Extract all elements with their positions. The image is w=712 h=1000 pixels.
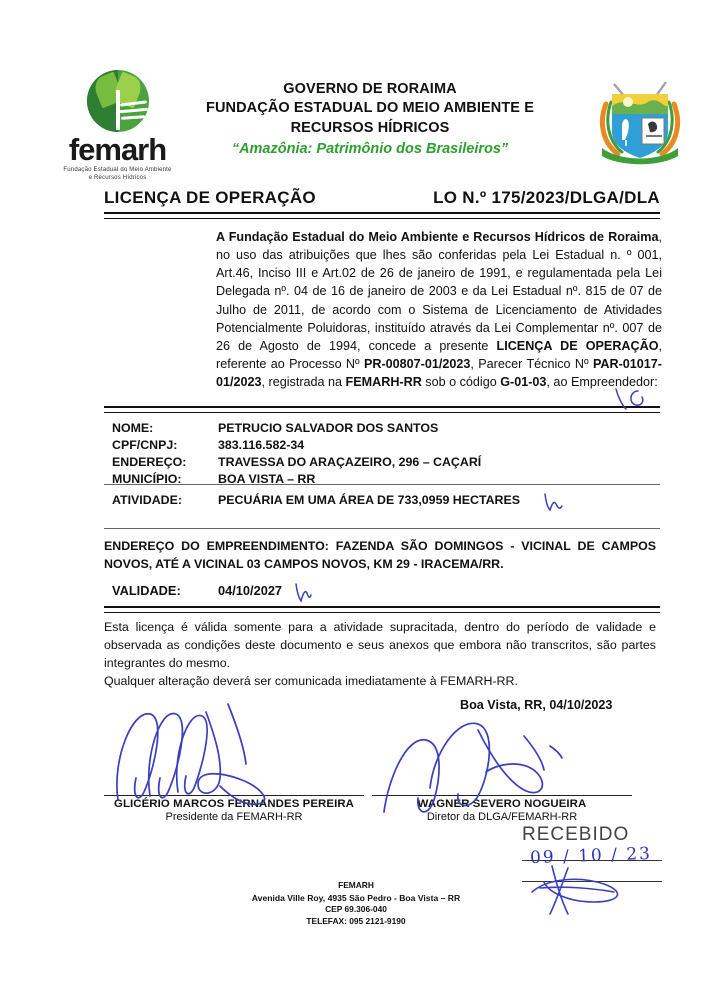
detail-value-cpf: 383.116.582-34 [218, 437, 305, 452]
signature-line [104, 795, 364, 796]
closing-text [104, 618, 656, 690]
activity-value: PECUÁRIA EM UMA ÁREA DE 733,0959 HECTARES [218, 493, 521, 507]
preamble-text-5: sob o código [421, 375, 501, 389]
detail-label-cpf: CPF/CNPJ: [112, 437, 178, 452]
validity-label: VALIDADE: [112, 583, 181, 598]
detail-label-municipio: MUNICÍPIO: [112, 471, 182, 486]
roraima-coat-of-arms-icon [592, 70, 688, 168]
femarh-logo-subtitle [45, 167, 190, 182]
detail-label-endereco: ENDEREÇO: [112, 454, 187, 469]
preamble-text-3: , Parecer Técnico Nº [470, 356, 593, 371]
preamble-opinion: PAR-01017-01/2023 [216, 356, 662, 389]
signatory-role-president: Presidente da FEMARH-RR [165, 811, 303, 823]
closing-paragraph: Esta licença é válida somente para a atividade supracitada, dentro do período de validade e observada as condições deste documento e seus anexos que embora não transcritos, são partes integrantes do mesmo. [104, 620, 656, 671]
rule-above-details [104, 406, 660, 413]
preamble-text-4: , registrada na [261, 375, 346, 389]
detail-value-municipio: BOA VISTA – RR [218, 471, 316, 486]
preamble-text-6: , ao Empreendedor: [546, 375, 658, 389]
preamble-agency: FEMARH-RR [345, 375, 422, 389]
validity-value: 04/10/2027 [218, 583, 283, 598]
document-header [0, 62, 712, 181]
city-date: Boa Vista, RR, 04/10/2023 [460, 698, 613, 712]
femarh-logo-subtitle-line1: Fundação Estadual do Meio Ambiente [63, 167, 172, 173]
activity-row [112, 493, 652, 507]
preamble-org: A Fundação Estadual do Meio Ambiente e Recursos Hídricos de Roraima [216, 230, 659, 244]
rule-under-title [104, 212, 660, 219]
signatory-name-director: WAGNER SEVERO NOGUEIRA [417, 798, 587, 810]
detail-row-endereco [112, 454, 652, 471]
recebido-stamp-date: 09 / 10 / 23 [529, 843, 653, 869]
footer-telefax: TELEFAX: 095 2121-9190 [306, 916, 406, 927]
header-title-line3: RECURSOS HÍDRICOS [290, 119, 450, 136]
header-title-line1: GOVERNO DE RORAIMA [283, 81, 457, 97]
femarh-logo [45, 70, 190, 182]
recebido-stamp-label: RECEBIDO [522, 824, 630, 845]
footer-address: Avenida Ville Roy, 4935 São Pedro - Boa Vista – RR [251, 892, 461, 903]
preamble-code: G-01-03 [500, 375, 547, 389]
femarh-emblem-icon [79, 70, 157, 132]
enterprise-address: ENDEREÇO DO EMPREENDIMENTO: FAZENDA SÃO DOMINGOS - VICINAL DE CAMPOS NOVOS, ATÉ A VICINAL 03 CAMPOS NOVOS, KM 29 - IRACEMA/RR. [104, 539, 656, 571]
rule-below-activity [104, 528, 660, 529]
detail-value-endereco: TRAVESSA DO ARAÇAZEIRO, 296 – CAÇARÍ [218, 454, 482, 469]
handwritten-initials-validity [292, 582, 314, 604]
closing-note: Qualquer alteração deverá ser comunicada imediatamente à FEMARH-RR. [104, 674, 518, 689]
rule-below-validity [104, 606, 660, 613]
signatory-name-president: GLICÉRIO MARCOS FERNANDES PEREIRA [114, 798, 354, 810]
validity-row [112, 583, 282, 598]
footer-cep: CEP 69.306-040 [325, 904, 387, 915]
header-title-line2: FUNDAÇÃO ESTADUAL DO MEIO AMBIENTE E [206, 100, 534, 117]
preamble-paragraph [216, 228, 662, 391]
document-title-row [104, 188, 660, 208]
preamble-text-1: , no uso das atribuições que lhes são conferidas pela Lei Estadual n. º 001, Art.46, Inciso III e Art.02 de 26 de janeiro de 1991, e regulamentada pela Lei Delegada nº. 04 de 16 de janeiro de 2003 e da Lei Estadual nº. 815 de 07 de Julho de 2011, de acordo com o Sistema de Licenciamento de Atividades Potencialmente Poluidoras, instituído através da Lei Complementar nº. 007 de 26 de Agosto de 1994, concede a presente [216, 230, 662, 353]
handwritten-signature-president [110, 700, 350, 810]
preamble-process: PR-00807-01/2023 [363, 356, 471, 371]
signature-block-president [104, 795, 364, 823]
activity-label: ATIVIDADE: [112, 493, 182, 507]
document-number: LO N.º 175/2023/DLGA/DLA [433, 188, 660, 207]
document-type-title: LICENÇA DE OPERAÇÃO [104, 188, 316, 207]
detail-row-nome [112, 420, 652, 437]
header-motto: “Amazônia: Patrimônio dos Brasileiros” [231, 140, 509, 157]
signatory-role-director: Diretor da DLGA/FEMARH-RR [426, 811, 578, 823]
footer-org: FEMARH [338, 880, 374, 890]
preamble-license: LICENÇA DE OPERAÇÃO [496, 338, 659, 353]
detail-value-nome: PETRUCIO SALVADOR DOS SANTOS [218, 421, 439, 435]
entrepreneur-details [112, 420, 652, 487]
signature-block-director [372, 795, 632, 823]
detail-row-cpf [112, 437, 652, 454]
document-footer [0, 880, 712, 928]
preamble-text-2: , referente ao Processo Nº [216, 338, 662, 371]
signature-line [372, 795, 632, 796]
detail-label-nome: NOME: [112, 421, 154, 435]
header-titles [180, 80, 560, 159]
rule-above-activity [104, 484, 660, 485]
femarh-wordmark: femarh [68, 132, 167, 167]
femarh-logo-subtitle-line2: e Recursos Hídricos [88, 174, 147, 181]
